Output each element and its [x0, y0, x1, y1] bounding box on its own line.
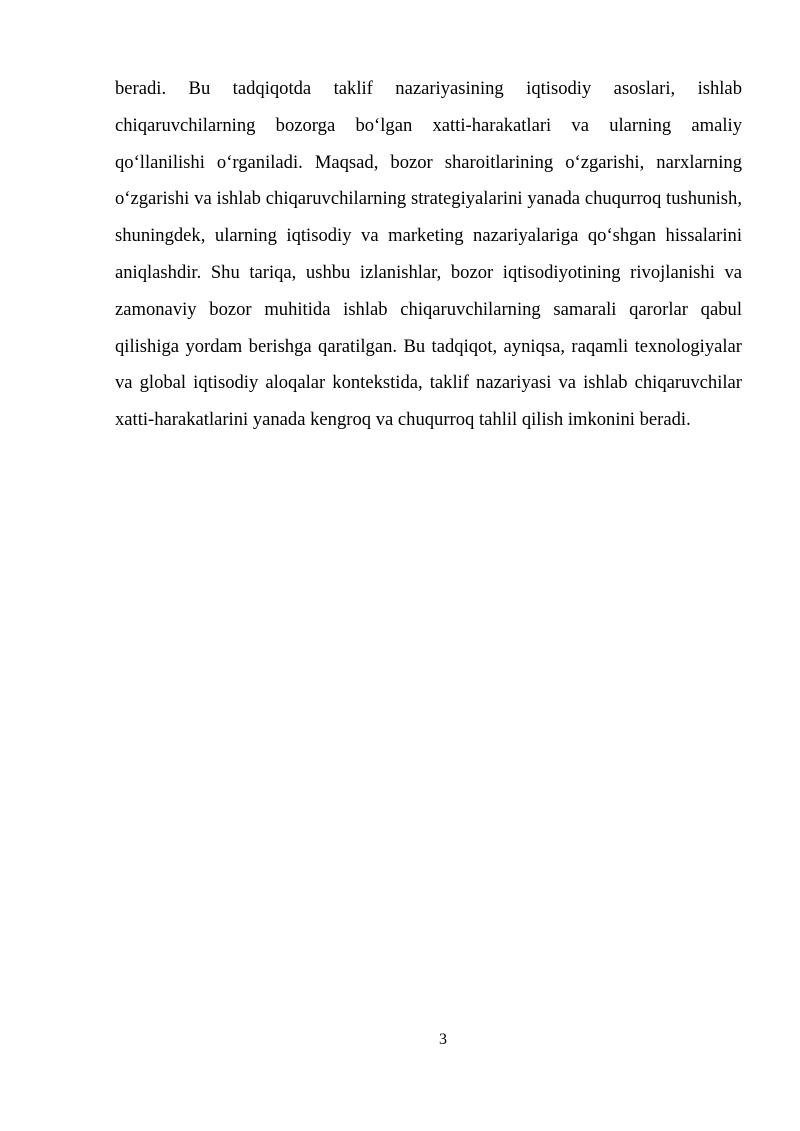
page-number: 3 [439, 1031, 447, 1048]
body-paragraph: beradi. Bu tadqiqotda taklif nazariyasining iqtisodiy asoslari, ishlab chiqaruvchilarning bozorga bo‘lgan xatti-harakatlari va ularning amaliy qo‘llanilishi o‘rganiladi. Maqsad, bozor sharoitlarining o‘zgarishi, narxlarning o‘zgarishi va ishlab chiqaruvchilarning strategiyalarini yanada chuqurroq tushunish, shuningdek, ularning iqtisodiy va marketing nazariyalariga qo‘shgan hissalarini aniqlashdir. Shu tariqa, ushbu izlanishlar, bozor iqtisodiyotining rivojlanishi va zamonaviy bozor muhitida ishlab chiqaruvchilarning samarali qarorlar qabul qilishiga yordam berishga qaratilgan. Bu tadqiqot, ayniqsa, raqamli texnologiyalar va global iqtisodiy aloqalar kontekstida, taklif nazariyasi va ishlab chiqaruvchilar xatti-harakatlarini yanada kengroq va chuqurroq tahlil qilish imkonini beradi. [115, 78, 742, 431]
